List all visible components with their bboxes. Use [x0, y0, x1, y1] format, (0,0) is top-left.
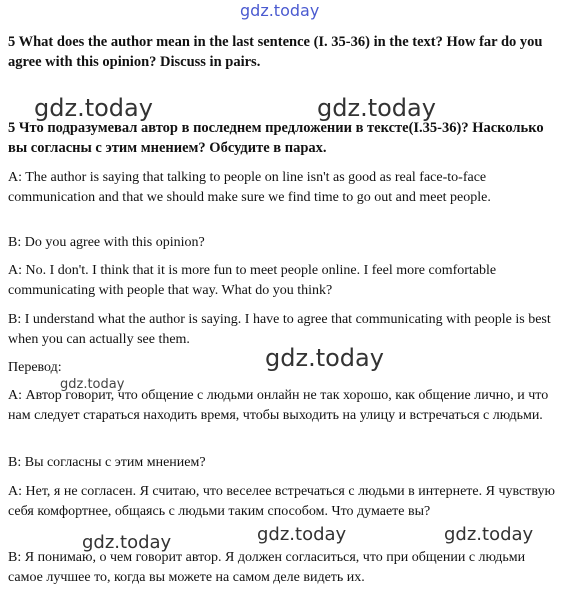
- dialogue-en-line: A: The author is saying that talking to people on line isn't as good as real face-to-face communication and that we should make sure we find time to go out and meet people.: [8, 170, 491, 205]
- watermark-top: gdz.today: [240, 1, 320, 20]
- question-english: 5 What does the author mean in the last sentence (I. 35-36) in the text? How far do you agree with this opinion? Discuss in pairs.: [8, 34, 543, 70]
- dialogue-en-line: A: No. I don't. I think that it is more fun to meet people online. I feel more comfortable communicating with people that way. What do you think?: [8, 263, 497, 298]
- watermark-bottom-left: gdz.today: [82, 532, 172, 553]
- watermark-right: gdz.today: [317, 94, 436, 122]
- translation-label: Перевод:: [8, 360, 62, 375]
- dialogue-en-line: B: I understand what the author is saying. I have to agree that communicating with people is best when you can actually see them.: [8, 312, 551, 347]
- dialogue-ru-line: B: Вы согласны с этим мнением?: [8, 455, 206, 470]
- watermark-bottom-right: gdz.today: [444, 524, 534, 545]
- dialogue-ru-line: B: Я понимаю, о чем говорит автор. Я должен согласиться, что при общении с людьми самое лучшее то, когда вы можете на самом деле видеть их.: [8, 550, 526, 585]
- dialogue-ru-line: A: Нет, я не согласен. Я считаю, что веселее встречаться с людьми в интернете. Я чувствую себя комфортнее, общаясь с людьми таким способом. Что думаете вы?: [8, 484, 555, 519]
- question-russian: 5 Что подразумевал автор в последнем предложении в тексте(I.35-36)? Насколько вы согласны с этим мнением? Обсудите в парах.: [8, 120, 544, 156]
- watermark-bottom-center: gdz.today: [257, 524, 347, 545]
- watermark-small: gdz.today: [60, 377, 125, 392]
- dialogue-en-line: B: Do you agree with this opinion?: [8, 235, 205, 250]
- dialogue-ru-line: A: Автор говорит, что общение с людьми онлайн не так хорошо, как общение лично, и что нам следует стараться находить время, чтобы выходить на улицу и встречаться с людьми.: [8, 388, 549, 423]
- watermark-left: gdz.today: [34, 94, 153, 122]
- watermark-middle: gdz.today: [265, 344, 384, 372]
